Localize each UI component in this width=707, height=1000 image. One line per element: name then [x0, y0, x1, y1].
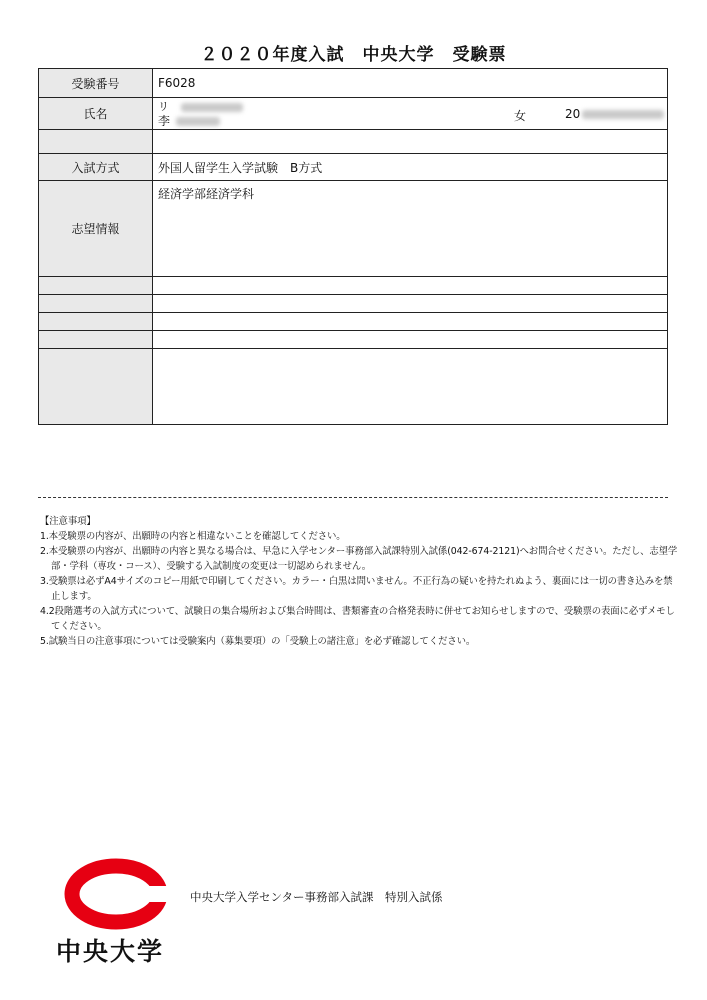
admission-ticket-table [38, 68, 668, 425]
blank-label [39, 130, 153, 154]
blank-label [39, 349, 153, 425]
page-title: ２０２０年度入試 中央大学 受験票 [200, 45, 507, 65]
preference-value: 経済学部経済学科 [153, 181, 668, 277]
blank-label [39, 313, 153, 331]
exam-number-value: F6028 [153, 69, 668, 98]
exam-method-label: 入試方式 [39, 154, 153, 181]
surname-row [158, 112, 220, 129]
note-item: 5.試験当日の注意事項については受験案内（募集要項）の「受験上の諸注意」を必ず確認してください。 [40, 636, 476, 647]
blank-value [153, 349, 668, 425]
redacted-mark [582, 110, 664, 119]
blank-value [153, 130, 668, 154]
blank-label [39, 295, 153, 313]
redacted-mark [181, 103, 243, 112]
note-item: 3.受験票は必ずA4サイズのコピー用紙で印刷してください。カラー・白黒は問いません。不正行為の疑いを持たれぬよう、裏面には一切の書き込みを禁止します。 [40, 576, 673, 602]
blank-label [39, 277, 153, 295]
note-item: 1.本受験票の内容が、出願時の内容と相違ないことを確認してください。 [40, 531, 346, 542]
sex-value: 女 [514, 109, 527, 123]
note-item: 2.本受験票の内容が、出願時の内容と異なる場合は、早急に入学センター事務部入試課特別入試係(042-674-2121)へお問合せください。ただし、志望学部・学科（専攻・コース）、受験する入試制度の変更は一切認められません。 [40, 546, 678, 572]
furigana-text: リ [158, 100, 169, 113]
surname-text: 李 [158, 114, 171, 128]
birthdate-row [565, 107, 664, 121]
name-cell [153, 98, 668, 130]
preference-label: 志望情報 [39, 181, 153, 277]
blank-value [153, 295, 668, 313]
cut-line [38, 497, 668, 498]
notes-heading: 【注意事項】 [40, 516, 96, 527]
logo-wordmark: 中央大学 [56, 937, 165, 966]
name-label: 氏名 [39, 98, 153, 130]
blank-value [153, 331, 668, 349]
blank-value [153, 313, 668, 331]
exam-method-value: 外国人留学生入学試験 B方式 [153, 154, 668, 181]
notes-section [40, 514, 680, 649]
office-name: 中央大学入学センター事務部入試課 特別入試係 [190, 890, 443, 904]
note-item: 4.2段階選考の入試方式について、試験日の集合場所および集合時間は、書類審査の合格発表時に併せてお知らせしますので、受験票の表面に必ずメモしてください。 [40, 606, 675, 632]
redacted-mark [176, 117, 220, 126]
blank-value [153, 277, 668, 295]
exam-number-label: 受験番号 [39, 69, 153, 98]
birthdate-prefix: 20 [565, 107, 581, 121]
blank-label [39, 331, 153, 349]
